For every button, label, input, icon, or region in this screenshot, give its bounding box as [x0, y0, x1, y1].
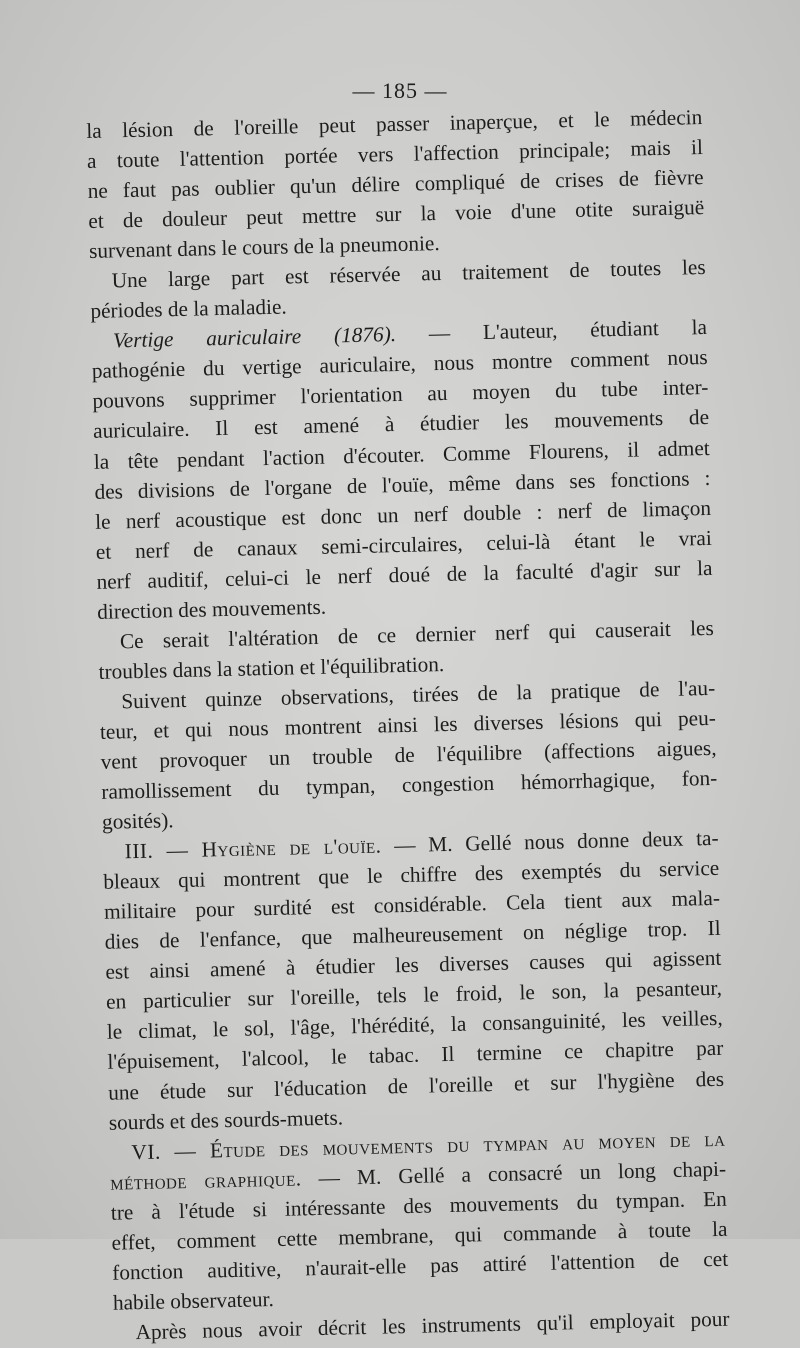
text-line-content: Après nous avoir décrit les instruments qu'il employait pour: [135, 1306, 730, 1345]
text-line-content: ramollissement du tympan, congestion hémorrhagique, fon-: [101, 765, 718, 804]
text-line-content: Suivent quinze observations, tirées de la pratique de l'au-: [121, 675, 716, 714]
text-line-content: et nerf de canaux semi-circulaires, celui-là étant le vrai: [95, 525, 712, 564]
section-heading: III. — Hygiène de l'ouïe.: [124, 833, 382, 864]
text-line-content: la tête pendant l'action d'écouter. Comme Flourens, il admet: [93, 435, 710, 474]
text-line-content: sourds et des sourds-muets.: [108, 1104, 344, 1135]
section-heading-italic: Vertige auriculaire (1876).: [112, 322, 397, 353]
text-line-content: direction des mouvements.: [96, 594, 327, 624]
text-line-content: auriculaire. Il est amené à étudier les mouvements de: [92, 405, 710, 444]
text-line-content: effet, comment cette membrane, qui commande à toute la: [111, 1216, 728, 1255]
text-line-content: — M. Gellé nous donne deux ta-: [381, 825, 719, 858]
text-line-content: périodes de la maladie.: [90, 294, 287, 324]
text-line-content: est ainsi amené à étudier les diverses causes qui agissent: [105, 946, 722, 985]
text-line-content: une étude sur l'éducation de l'oreille et sur l'hygiène des: [107, 1066, 725, 1105]
text-line-content: la lésion de l'oreille peut passer inaperçue, et le médecin: [86, 105, 703, 143]
text-line-content: Ce serait l'altération de ce dernier nerf qui causerait les: [119, 615, 715, 654]
text-line-content: troubles dans la station et l'équilibration.: [98, 651, 445, 684]
text-line-content: pathogénie du vertige auriculaire, nous montre comment nous: [91, 345, 708, 384]
section-heading: VI. — Étude des mouvements du tympan au moyen de la: [131, 1126, 726, 1164]
text-line-content: militaire pour surdité est considérable. Cela tient aux mala-: [103, 886, 721, 925]
text-line-content: bleaux qui montrent que le chiffre des exemptés du service: [103, 856, 720, 894]
text-line-content: teur, et qui nous montrent ainsi les diverses lésions qui peu-: [99, 705, 717, 744]
text-line-content: l'épuisement, l'alcool, le tabac. Il termine ce chapitre par: [107, 1036, 724, 1075]
text-line-content: ne faut pas oublier qu'un délire compliqué de crises de fièvre: [87, 165, 704, 204]
text-line-content: des divisions de l'organe de l'ouïe, même dans ses fonctions :: [94, 465, 711, 504]
text-line-content: nerf auditif, celui-ci le nerf doué de la faculté d'agir sur la: [96, 555, 713, 594]
text-line-content: habile observateur.: [112, 1286, 275, 1315]
text-line-content: fonction auditive, n'aurait-elle pas attiré l'attention de cet: [111, 1246, 729, 1285]
text-line-content: gosités).: [101, 808, 174, 834]
text-line-content: — L'auteur, étudiant la: [395, 315, 708, 347]
text-line-content: et de douleur peut mettre sur la voie d'une otite suraiguë: [88, 195, 705, 234]
text-line-content: dies de l'enfance, que malheureusement on néglige trop. Il: [104, 916, 721, 955]
text-line-content: a toute l'attention portée vers l'affection principale; mais il: [86, 135, 704, 174]
text-line-content: le climat, le sol, l'âge, l'hérédité, la consanguinité, les veilles,: [106, 1006, 723, 1045]
section-heading: méthode graphique.: [109, 1166, 302, 1195]
text-line-content: Une large part est réservée au traitement de toutes les: [111, 255, 706, 293]
text-line-content: en particulier sur l'oreille, tels le froid, le son, la pesanteur,: [105, 976, 723, 1015]
text-line-content: pouvons supprimer l'orientation au moyen du tube inter-: [92, 375, 709, 414]
text-line-content: — M. Gellé a consacré un long chapi-: [301, 1156, 727, 1191]
body-text: [86, 102, 730, 1348]
page-number: — 185 —: [352, 78, 448, 103]
text-line-content: le nerf acoustique est donc un nerf double : nerf de limaçon: [94, 495, 712, 534]
text-line-content: survenant dans le cours de la pneumonie.: [88, 231, 440, 264]
text-line-content: tre à l'étude si intéressante des mouvements du tympan. En: [110, 1186, 727, 1225]
text-line-content: vent provoquer un trouble de l'équilibre (affections aigues,: [100, 735, 717, 774]
